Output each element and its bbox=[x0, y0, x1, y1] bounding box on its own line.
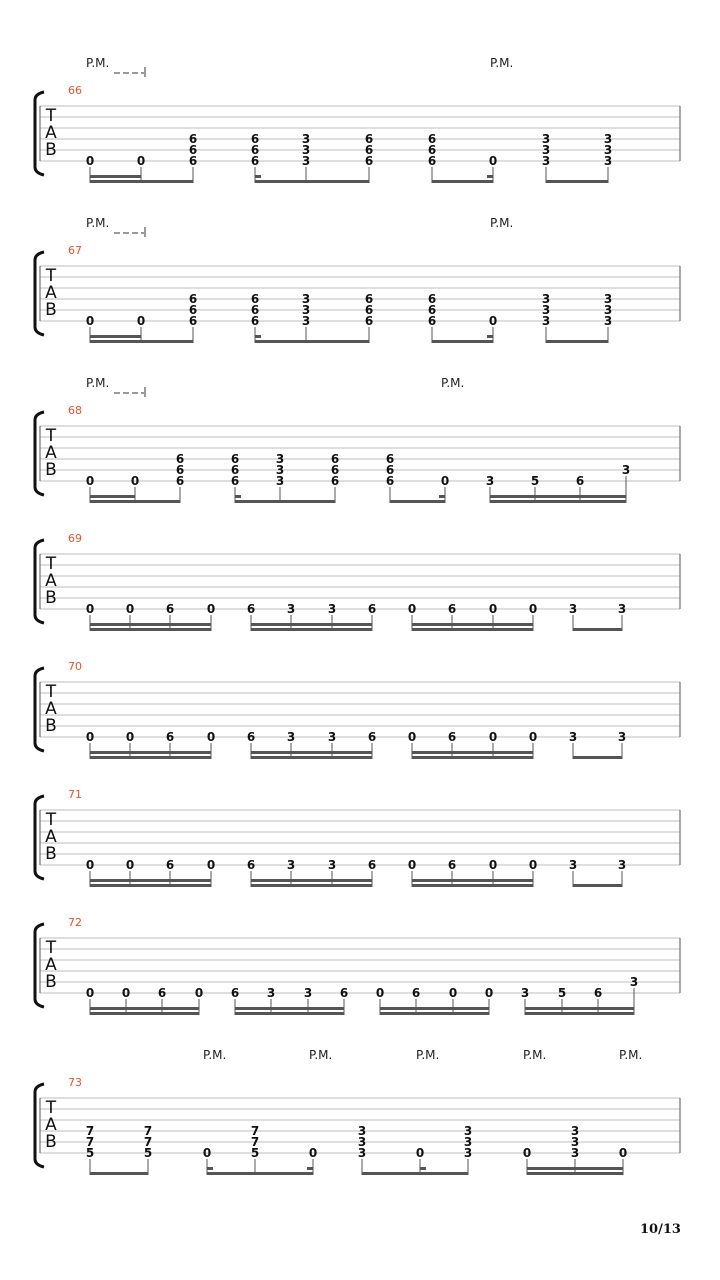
palm-mute-marking: P.M. bbox=[309, 1048, 333, 1062]
fret-number: 6 bbox=[385, 452, 395, 466]
beam-secondary bbox=[380, 1007, 489, 1010]
fret-number: 3 bbox=[541, 154, 551, 168]
beam-secondary bbox=[412, 751, 533, 754]
beam-stub bbox=[487, 335, 493, 338]
beam bbox=[90, 1172, 148, 1175]
fret-number: 6 bbox=[246, 602, 256, 616]
beam bbox=[235, 500, 335, 503]
fret-number: 3 bbox=[603, 292, 613, 306]
tab-clef-letter: A bbox=[45, 827, 57, 847]
tab-clef-letter: T bbox=[45, 682, 57, 702]
fret-number: 6 bbox=[364, 292, 374, 306]
fret-number: 3 bbox=[463, 1146, 473, 1160]
fret-number: 3 bbox=[463, 1135, 473, 1149]
tab-system-71 bbox=[35, 788, 680, 887]
fret-number: 6 bbox=[364, 314, 374, 328]
beam bbox=[90, 756, 211, 759]
palm-mute-marking: P.M. bbox=[523, 1048, 547, 1062]
fret-number: 0 bbox=[85, 730, 95, 744]
beam bbox=[573, 756, 622, 759]
beam bbox=[207, 1172, 313, 1175]
beam bbox=[90, 180, 193, 183]
beam-stub bbox=[255, 335, 261, 338]
fret-number: 6 bbox=[593, 986, 603, 1000]
fret-number: 3 bbox=[286, 858, 296, 872]
beam-secondary bbox=[525, 1007, 634, 1010]
fret-number: 3 bbox=[301, 292, 311, 306]
beam-secondary bbox=[235, 1007, 344, 1010]
fret-number: 3 bbox=[266, 986, 276, 1000]
fret-number: 6 bbox=[230, 452, 240, 466]
fret-number: 3 bbox=[568, 602, 578, 616]
fret-number: 0 bbox=[488, 858, 498, 872]
tab-system-68 bbox=[35, 376, 680, 503]
fret-number: 6 bbox=[427, 303, 437, 317]
fret-number: 3 bbox=[568, 730, 578, 744]
fret-number: 3 bbox=[301, 154, 311, 168]
fret-number: 3 bbox=[568, 858, 578, 872]
fret-number: 6 bbox=[367, 858, 377, 872]
fret-number: 6 bbox=[385, 463, 395, 477]
fret-number: 0 bbox=[85, 314, 95, 328]
beam bbox=[573, 628, 622, 631]
fret-number: 3 bbox=[570, 1146, 580, 1160]
fret-number: 0 bbox=[407, 730, 417, 744]
fret-number: 0 bbox=[488, 730, 498, 744]
fret-number: 0 bbox=[528, 730, 538, 744]
beam bbox=[251, 628, 372, 631]
fret-number: 6 bbox=[447, 730, 457, 744]
fret-number: 0 bbox=[375, 986, 385, 1000]
fret-number: 0 bbox=[85, 986, 95, 1000]
tab-system-67 bbox=[35, 216, 680, 343]
measure-number: 66 bbox=[68, 84, 82, 97]
palm-mute-marking: P.M. bbox=[490, 216, 514, 230]
beam bbox=[525, 1012, 634, 1015]
fret-number: 0 bbox=[528, 858, 538, 872]
fret-number: 6 bbox=[427, 314, 437, 328]
beam bbox=[251, 756, 372, 759]
fret-number: 6 bbox=[188, 292, 198, 306]
tab-clef-letter: A bbox=[45, 699, 57, 719]
measure-number: 70 bbox=[68, 660, 82, 673]
beam-secondary bbox=[490, 495, 626, 498]
beam bbox=[546, 340, 608, 343]
fret-number: 0 bbox=[407, 858, 417, 872]
fret-number: 3 bbox=[327, 730, 337, 744]
fret-number: 6 bbox=[427, 132, 437, 146]
fret-number: 6 bbox=[250, 303, 260, 317]
beam-stub bbox=[307, 1167, 313, 1170]
fret-number: 3 bbox=[629, 975, 639, 989]
fret-number: 5 bbox=[85, 1146, 95, 1160]
beam-secondary bbox=[90, 1007, 199, 1010]
measure-number: 73 bbox=[68, 1076, 82, 1089]
fret-number: 6 bbox=[575, 474, 585, 488]
beam-secondary bbox=[90, 623, 211, 626]
fret-number: 0 bbox=[522, 1146, 532, 1160]
fret-number: 6 bbox=[447, 602, 457, 616]
tab-system-69 bbox=[35, 532, 680, 631]
fret-number: 7 bbox=[85, 1135, 95, 1149]
beam bbox=[90, 884, 211, 887]
fret-number: 0 bbox=[194, 986, 204, 1000]
fret-number: 3 bbox=[303, 986, 313, 1000]
beam bbox=[255, 180, 369, 183]
fret-number: 6 bbox=[330, 452, 340, 466]
fret-number: 7 bbox=[143, 1135, 153, 1149]
fret-number: 0 bbox=[136, 314, 146, 328]
beam bbox=[432, 180, 493, 183]
beam bbox=[90, 340, 193, 343]
beam bbox=[546, 180, 608, 183]
beam bbox=[573, 884, 622, 887]
beam-secondary bbox=[527, 1167, 623, 1170]
palm-mute-marking: P.M. bbox=[86, 56, 110, 70]
fret-number: 3 bbox=[621, 463, 631, 477]
fret-number: 3 bbox=[603, 132, 613, 146]
fret-number: 3 bbox=[327, 858, 337, 872]
fret-number: 0 bbox=[125, 730, 135, 744]
fret-number: 3 bbox=[463, 1124, 473, 1138]
fret-number: 3 bbox=[603, 314, 613, 328]
beam-secondary bbox=[251, 879, 372, 882]
fret-number: 3 bbox=[617, 730, 627, 744]
beam bbox=[412, 628, 533, 631]
fret-number: 6 bbox=[188, 314, 198, 328]
tab-clef-letter: B bbox=[45, 716, 57, 736]
fret-number: 3 bbox=[357, 1135, 367, 1149]
beam bbox=[390, 500, 445, 503]
fret-number: 0 bbox=[206, 602, 216, 616]
fret-number: 6 bbox=[367, 730, 377, 744]
fret-number: 6 bbox=[250, 132, 260, 146]
measure-number: 68 bbox=[68, 404, 82, 417]
fret-number: 0 bbox=[85, 154, 95, 168]
beam bbox=[251, 884, 372, 887]
beam-secondary bbox=[251, 751, 372, 754]
fret-number: 6 bbox=[250, 154, 260, 168]
fret-number: 3 bbox=[603, 143, 613, 157]
page-number: 10/13 bbox=[640, 1222, 681, 1237]
tab-clef-letter: T bbox=[45, 554, 57, 574]
fret-number: 6 bbox=[246, 730, 256, 744]
fret-number: 0 bbox=[125, 858, 135, 872]
fret-number: 3 bbox=[327, 602, 337, 616]
fret-number: 6 bbox=[165, 858, 175, 872]
tab-clef-letter: A bbox=[45, 955, 57, 975]
beam-secondary bbox=[412, 879, 533, 882]
tab-clef-letter: T bbox=[45, 938, 57, 958]
beam-secondary bbox=[90, 335, 141, 338]
fret-number: 6 bbox=[427, 143, 437, 157]
tab-clef-letter: A bbox=[45, 1115, 57, 1135]
measure-number: 71 bbox=[68, 788, 82, 801]
fret-number: 0 bbox=[488, 602, 498, 616]
fret-number: 6 bbox=[157, 986, 167, 1000]
palm-mute-marking: P.M. bbox=[441, 376, 465, 390]
fret-number: 6 bbox=[230, 474, 240, 488]
fret-number: 6 bbox=[364, 154, 374, 168]
tab-clef-letter: A bbox=[45, 443, 57, 463]
tab-clef-letter: B bbox=[45, 300, 57, 320]
beam bbox=[490, 500, 626, 503]
beam bbox=[380, 1012, 489, 1015]
palm-mute-marking: P.M. bbox=[416, 1048, 440, 1062]
beam bbox=[235, 1012, 344, 1015]
beam-secondary bbox=[90, 175, 141, 178]
beam-secondary bbox=[251, 623, 372, 626]
beam-stub bbox=[207, 1167, 213, 1170]
tab-clef-letter: T bbox=[45, 810, 57, 830]
fret-number: 6 bbox=[411, 986, 421, 1000]
fret-number: 3 bbox=[520, 986, 530, 1000]
fret-number: 0 bbox=[130, 474, 140, 488]
fret-number: 3 bbox=[617, 858, 627, 872]
fret-number: 3 bbox=[485, 474, 495, 488]
beam-secondary bbox=[412, 623, 533, 626]
fret-number: 3 bbox=[357, 1146, 367, 1160]
beam-stub bbox=[420, 1167, 426, 1170]
fret-number: 3 bbox=[286, 730, 296, 744]
fret-number: 6 bbox=[364, 143, 374, 157]
fret-number: 3 bbox=[275, 452, 285, 466]
fret-number: 6 bbox=[246, 858, 256, 872]
fret-number: 0 bbox=[206, 858, 216, 872]
tab-clef-letter: B bbox=[45, 140, 57, 160]
beam bbox=[90, 1012, 199, 1015]
fret-number: 0 bbox=[85, 474, 95, 488]
beam-stub bbox=[487, 175, 493, 178]
fret-number: 3 bbox=[541, 132, 551, 146]
palm-mute-marking: P.M. bbox=[86, 376, 110, 390]
fret-number: 3 bbox=[541, 314, 551, 328]
palm-mute-marking: P.M. bbox=[490, 56, 514, 70]
tab-clef-letter: B bbox=[45, 844, 57, 864]
fret-number: 3 bbox=[541, 292, 551, 306]
beam bbox=[90, 500, 180, 503]
beam bbox=[362, 1172, 468, 1175]
fret-number: 3 bbox=[275, 463, 285, 477]
fret-number: 0 bbox=[202, 1146, 212, 1160]
fret-number: 3 bbox=[603, 303, 613, 317]
fret-number: 6 bbox=[330, 474, 340, 488]
fret-number: 5 bbox=[530, 474, 540, 488]
beam-secondary bbox=[90, 495, 135, 498]
fret-number: 0 bbox=[121, 986, 131, 1000]
fret-number: 3 bbox=[357, 1124, 367, 1138]
fret-number: 6 bbox=[165, 602, 175, 616]
fret-number: 6 bbox=[339, 986, 349, 1000]
tab-system-72 bbox=[35, 916, 680, 1015]
fret-number: 6 bbox=[175, 474, 185, 488]
fret-number: 6 bbox=[250, 143, 260, 157]
fret-number: 5 bbox=[250, 1146, 260, 1160]
fret-number: 3 bbox=[286, 602, 296, 616]
fret-number: 6 bbox=[385, 474, 395, 488]
beam bbox=[90, 628, 211, 631]
tab-clef-letter: B bbox=[45, 588, 57, 608]
beam bbox=[527, 1172, 623, 1175]
fret-number: 3 bbox=[275, 474, 285, 488]
fret-number: 6 bbox=[165, 730, 175, 744]
tab-clef-letter: T bbox=[45, 426, 57, 446]
fret-number: 3 bbox=[603, 154, 613, 168]
fret-number: 0 bbox=[618, 1146, 628, 1160]
fret-number: 3 bbox=[541, 303, 551, 317]
fret-number: 6 bbox=[188, 303, 198, 317]
fret-number: 6 bbox=[427, 154, 437, 168]
fret-number: 3 bbox=[570, 1124, 580, 1138]
beam-stub bbox=[439, 495, 445, 498]
fret-number: 6 bbox=[188, 154, 198, 168]
tab-clef-letter: B bbox=[45, 972, 57, 992]
fret-number: 0 bbox=[125, 602, 135, 616]
fret-number: 0 bbox=[308, 1146, 318, 1160]
palm-mute-marking: P.M. bbox=[203, 1048, 227, 1062]
fret-number: 7 bbox=[85, 1124, 95, 1138]
fret-number: 6 bbox=[250, 292, 260, 306]
fret-number: 6 bbox=[230, 986, 240, 1000]
fret-number: 5 bbox=[143, 1146, 153, 1160]
fret-number: 0 bbox=[85, 858, 95, 872]
fret-number: 0 bbox=[440, 474, 450, 488]
palm-mute-marking: P.M. bbox=[619, 1048, 643, 1062]
fret-number: 7 bbox=[250, 1135, 260, 1149]
tab-clef-letter: A bbox=[45, 571, 57, 591]
measure-number: 72 bbox=[68, 916, 82, 929]
fret-number: 6 bbox=[367, 602, 377, 616]
tab-clef-letter: T bbox=[45, 266, 57, 286]
fret-number: 6 bbox=[364, 132, 374, 146]
measure-number: 69 bbox=[68, 532, 82, 545]
fret-number: 3 bbox=[301, 143, 311, 157]
fret-number: 3 bbox=[570, 1135, 580, 1149]
fret-number: 7 bbox=[143, 1124, 153, 1138]
beam bbox=[412, 884, 533, 887]
beam-stub bbox=[235, 495, 241, 498]
tab-clef-letter: A bbox=[45, 123, 57, 143]
beam bbox=[255, 340, 369, 343]
beam-secondary bbox=[90, 879, 211, 882]
fret-number: 3 bbox=[541, 143, 551, 157]
tab-clef-letter: B bbox=[45, 460, 57, 480]
fret-number: 6 bbox=[364, 303, 374, 317]
fret-number: 6 bbox=[188, 132, 198, 146]
tab-clef-letter: T bbox=[45, 1098, 57, 1118]
fret-number: 0 bbox=[488, 154, 498, 168]
tab-system-70 bbox=[35, 660, 680, 759]
beam bbox=[432, 340, 493, 343]
fret-number: 0 bbox=[528, 602, 538, 616]
measure-number: 67 bbox=[68, 244, 82, 257]
fret-number: 0 bbox=[136, 154, 146, 168]
fret-number: 6 bbox=[188, 143, 198, 157]
fret-number: 3 bbox=[301, 303, 311, 317]
tab-clef-letter: T bbox=[45, 106, 57, 126]
fret-number: 6 bbox=[175, 463, 185, 477]
fret-number: 6 bbox=[250, 314, 260, 328]
fret-number: 0 bbox=[206, 730, 216, 744]
tab-clef-letter: A bbox=[45, 283, 57, 303]
fret-number: 5 bbox=[557, 986, 567, 1000]
fret-number: 6 bbox=[427, 292, 437, 306]
beam-stub bbox=[255, 175, 261, 178]
fret-number: 0 bbox=[484, 986, 494, 1000]
beam-secondary bbox=[90, 751, 211, 754]
tab-system-66 bbox=[35, 56, 680, 183]
fret-number: 3 bbox=[301, 132, 311, 146]
fret-number: 0 bbox=[448, 986, 458, 1000]
fret-number: 3 bbox=[617, 602, 627, 616]
fret-number: 3 bbox=[301, 314, 311, 328]
beam bbox=[412, 756, 533, 759]
fret-number: 7 bbox=[250, 1124, 260, 1138]
tab-system-73 bbox=[35, 1048, 680, 1175]
fret-number: 0 bbox=[488, 314, 498, 328]
fret-number: 6 bbox=[175, 452, 185, 466]
fret-number: 0 bbox=[85, 602, 95, 616]
fret-number: 6 bbox=[330, 463, 340, 477]
fret-number: 6 bbox=[230, 463, 240, 477]
fret-number: 6 bbox=[447, 858, 457, 872]
palm-mute-marking: P.M. bbox=[86, 216, 110, 230]
fret-number: 0 bbox=[415, 1146, 425, 1160]
tab-clef-letter: B bbox=[45, 1132, 57, 1152]
fret-number: 0 bbox=[407, 602, 417, 616]
